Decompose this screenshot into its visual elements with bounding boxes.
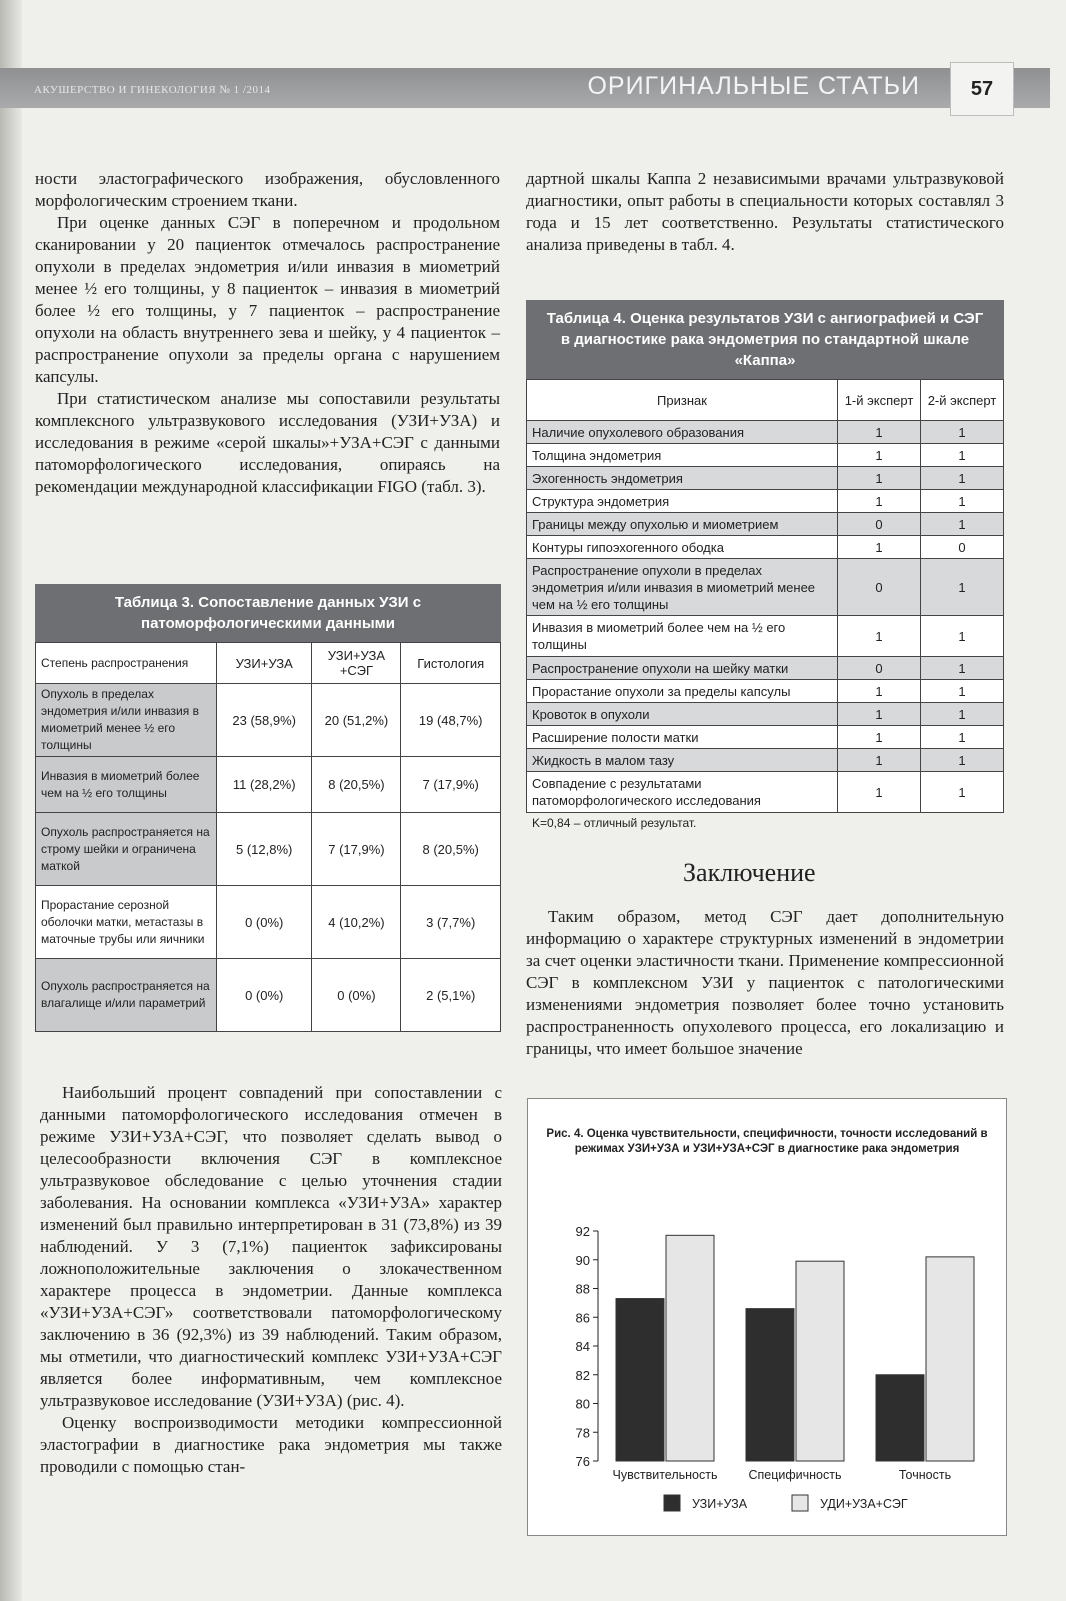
row-label: Распространение опухоли в пределах эндометрия и/или инвазия в миометрий менее чем на ½ его толщины — [527, 559, 838, 616]
paragraph: дартной шкалы Каппа 2 независимыми врачами ультразвуковой диагностики, опыт работы в специальности которых составлял 3 года и 15 лет соответственно. Результаты статистического анализа приведены в табл. 4. — [526, 169, 1004, 254]
y-tick-label: 80 — [575, 1396, 590, 1412]
section-title: ОРИГИНАЛЬНЫЕ СТАТЬИ — [587, 72, 920, 100]
table-row — [527, 657, 1004, 680]
row-label: Опухоль распространяется на строму шейки и ограничена маткой — [36, 813, 217, 886]
table-cell: 0 — [838, 559, 921, 616]
table-row — [36, 959, 501, 1032]
table-cell: 0 — [838, 657, 921, 680]
left-text-bottom — [40, 1082, 502, 1478]
table-cell: 1 — [838, 421, 921, 444]
table-cell: 0 (0%) — [217, 886, 312, 959]
paragraph: Таким образом, метод СЭГ дает дополнительную информацию о характере структурных изменений в эндометрии за счет оценки эластичности ткани. Применение компрессионной СЭГ в комплексном УЗИ у пациенток с патологическими изменениями эндометрия позволяет более точно установить распространенность опухолевого процесса, его локализацию и границы, что имеет большое значение — [526, 907, 1004, 1058]
figure-title: Рис. 4. Оценка чувствительности, специфичности, точности исследований в режимах УЗИ+УЗА и УЗИ+УЗА+СЭГ в диагностике рака эндометрия — [546, 1128, 988, 1155]
table-cell: 11 (28,2%) — [217, 757, 312, 813]
table-3-grid — [35, 642, 501, 1032]
table-cell: 0 (0%) — [217, 959, 312, 1032]
bar — [926, 1257, 974, 1461]
table-cell: 1 — [921, 749, 1004, 772]
paragraph: Наибольший процент совпадений при сопоставлении с данными патоморфологического исследования отмечен в режиме УЗИ+УЗА+СЭГ, что позволяет сделать вывод о целесообразности включения СЭГ в комплексное ультразвуковое обследование с целью уточнения стадии заболевания. На основании комплекса «УЗИ+УЗА» характер изменений был правильно интерпретирован в 31 (73,8%) из 39 наблюдений. У 3 (7,1%) пациенток зафиксированы ложноположительные заключения о злокачественном характере процесса в эндометрии. Данные комплекса «УЗИ+УЗА+СЭГ» соответствовали патоморфологическому заключению в 36 (92,3%) из 39 наблюдений. Таким образом, мы отметили, что диагностический комплекс УЗИ+УЗА+СЭГ является более информативным, чем комплексное ультразвуковое исследование (УЗИ+УЗА) (рис. 4). — [40, 1083, 502, 1410]
y-tick-label: 78 — [575, 1425, 590, 1441]
table-row — [527, 680, 1004, 703]
row-label: Границы между опухолью и миометрием — [527, 513, 838, 536]
table-cell: 1 — [921, 421, 1004, 444]
row-label: Структура эндометрия — [527, 490, 838, 513]
row-label: Инвазия в миометрий более чем на ½ его толщины — [527, 616, 838, 657]
column-header: 2-й эксперт — [921, 380, 1004, 421]
table-cell: 20 (51,2%) — [312, 684, 401, 757]
table-row — [36, 813, 501, 886]
table-cell: 1 — [838, 680, 921, 703]
paragraph: При оценке данных СЭГ в поперечном и продольном сканировании у 20 пациенток отмечалось распространение опухоли в пределах эндометрия и/или инвазия в миометрий менее ½ его толщины, у 8 пациенток – инвазия в миометрий более ½ его толщины, у 7 пациенток – распространение опухоли на область внутреннего зева и шейку, у 4 пациенток – распространение опухоли за пределы органа с нарушением капсулы. — [35, 213, 500, 386]
legend-label: УЗИ+УЗА — [692, 1497, 748, 1511]
table-cell: 1 — [921, 703, 1004, 726]
row-label: Кровоток в опухоли — [527, 703, 838, 726]
x-tick-label: Точность — [898, 1468, 952, 1482]
row-label: Инвазия в миометрий более чем на ½ его толщины — [36, 757, 217, 813]
table-cell: 1 — [838, 616, 921, 657]
legend-swatch — [792, 1495, 808, 1511]
legend-swatch — [664, 1495, 680, 1511]
table-cell: 0 — [921, 536, 1004, 559]
bar — [796, 1261, 844, 1461]
table-cell: 1 — [921, 726, 1004, 749]
bar — [746, 1309, 794, 1461]
column-header: Гистология — [401, 643, 501, 684]
y-tick-label: 82 — [575, 1367, 590, 1383]
column-header: Признак — [527, 380, 838, 421]
table-header-row — [527, 380, 1004, 421]
table-cell: 1 — [838, 490, 921, 513]
column-header: Степень распространения — [36, 643, 217, 684]
table-cell: 1 — [838, 703, 921, 726]
table-cell: 1 — [921, 657, 1004, 680]
table-cell: 5 (12,8%) — [217, 813, 312, 886]
table-cell: 1 — [921, 616, 1004, 657]
table-cell: 1 — [838, 772, 921, 813]
table-cell: 0 (0%) — [312, 959, 401, 1032]
row-label: Наличие опухолевого образования — [527, 421, 838, 444]
page-edge — [0, 0, 22, 1601]
row-label: Контуры гипоэхогенного ободка — [527, 536, 838, 559]
bar — [876, 1375, 924, 1461]
table-cell: 2 (5,1%) — [401, 959, 501, 1032]
page-number: 57 — [950, 62, 1014, 116]
table-cell: 7 (17,9%) — [312, 813, 401, 886]
table-row — [527, 467, 1004, 490]
row-label: Совпадение с результатами патоморфологического исследования — [527, 772, 838, 813]
table-cell: 1 — [838, 444, 921, 467]
table-row — [36, 684, 501, 757]
table-cell: 3 (7,7%) — [401, 886, 501, 959]
table-row — [527, 490, 1004, 513]
table-row — [527, 703, 1004, 726]
x-tick-label: Специфичность — [748, 1468, 842, 1482]
y-tick-label: 88 — [575, 1281, 590, 1297]
table-row — [527, 536, 1004, 559]
y-tick-label: 84 — [575, 1339, 590, 1354]
table-cell: 23 (58,9%) — [217, 684, 312, 757]
table-cell: 19 (48,7%) — [401, 684, 501, 757]
table-row — [527, 616, 1004, 657]
paragraph: ности эластографического изображения, обусловленного морфологическим строением ткани. — [35, 169, 500, 210]
table-cell: 1 — [838, 536, 921, 559]
table-3-title: Таблица 3. Сопоставление данных УЗИ с патоморфологическими данными — [35, 584, 501, 642]
row-label: Расширение полости матки — [527, 726, 838, 749]
table-cell: 1 — [838, 726, 921, 749]
table-cell: 7 (17,9%) — [401, 757, 501, 813]
table-4-note: K=0,84 – отличный результат. — [532, 816, 697, 830]
table-row — [527, 421, 1004, 444]
table-cell: 1 — [838, 749, 921, 772]
bar — [616, 1299, 664, 1461]
y-tick-label: 92 — [575, 1224, 590, 1239]
table-cell: 8 (20,5%) — [401, 813, 501, 886]
table-4-title: Таблица 4. Оценка результатов УЗИ с ангиографией и СЭГ в диагностике рака эндометрия по стандартной шкале «Каппа» — [526, 300, 1004, 379]
row-label: Опухоль распространяется на влагалище и/или параметрий — [36, 959, 217, 1032]
x-tick-label: Чувствительность — [612, 1468, 718, 1482]
table-cell: 8 (20,5%) — [312, 757, 401, 813]
table-4 — [526, 300, 1004, 813]
table-cell: 1 — [921, 490, 1004, 513]
table-row — [527, 772, 1004, 813]
table-row — [527, 559, 1004, 616]
column-header: 1-й эксперт — [838, 380, 921, 421]
table-row — [527, 513, 1004, 536]
table-cell: 1 — [921, 680, 1004, 703]
table-header-row — [36, 643, 501, 684]
column-header: УЗИ+УЗА +СЭГ — [312, 643, 401, 684]
table-row — [36, 757, 501, 813]
paragraph: При статистическом анализе мы сопоставили результаты комплексного ультразвукового исследования (УЗИ+УЗА) и исследования в режиме «серой шкалы»+УЗА+СЭГ с данными патоморфологического исследования, опираясь на рекомендации международной классификации FIGO (табл. 3). — [35, 389, 500, 496]
table-cell: 1 — [921, 559, 1004, 616]
table-row — [527, 749, 1004, 772]
table-cell: 4 (10,2%) — [312, 886, 401, 959]
table-cell: 1 — [921, 444, 1004, 467]
right-text-bottom — [526, 906, 1004, 1060]
row-label: Опухоль в пределах эндометрия и/или инвазия в миометрий менее ½ его толщины — [36, 684, 217, 757]
table-cell: 1 — [921, 467, 1004, 490]
table-row — [527, 726, 1004, 749]
y-tick-label: 76 — [575, 1454, 590, 1469]
table-cell: 0 — [838, 513, 921, 536]
y-tick-label: 90 — [575, 1252, 590, 1268]
column-header: УЗИ+УЗА — [217, 643, 312, 684]
journal-title: АКУШЕРСТВО И ГИНЕКОЛОГИЯ № 1 /2014 — [34, 84, 271, 96]
legend-label: УДИ+УЗА+СЭГ — [820, 1497, 908, 1511]
row-label: Эхогенность эндометрия — [527, 467, 838, 490]
row-label: Толщина эндометрия — [527, 444, 838, 467]
y-tick-label: 86 — [575, 1310, 590, 1326]
conclusion-heading: Заключение — [683, 858, 816, 887]
table-cell: 1 — [921, 513, 1004, 536]
table-row — [527, 444, 1004, 467]
table-row — [36, 886, 501, 959]
bar-chart — [528, 1099, 1006, 1535]
table-cell: 1 — [838, 467, 921, 490]
row-label: Прорастание серозной оболочки матки, метастазы в маточные трубы или яичники — [36, 886, 217, 959]
table-cell: 1 — [921, 772, 1004, 813]
paragraph: Оценку воспроизводимости методики компрессионной эластографии в диагностике рака эндометрия мы также проводили с помощью стан- — [40, 1413, 502, 1476]
row-label: Прорастание опухоли за пределы капсулы — [527, 680, 838, 703]
page-header — [0, 68, 1050, 108]
figure-4 — [527, 1098, 1007, 1536]
bar — [666, 1235, 714, 1461]
row-label: Распространение опухоли на шейку матки — [527, 657, 838, 680]
table-4-grid — [526, 379, 1004, 813]
row-label: Жидкость в малом тазу — [527, 749, 838, 772]
right-text-top — [526, 168, 1004, 256]
left-text-top — [35, 168, 500, 498]
table-3 — [35, 584, 501, 1032]
